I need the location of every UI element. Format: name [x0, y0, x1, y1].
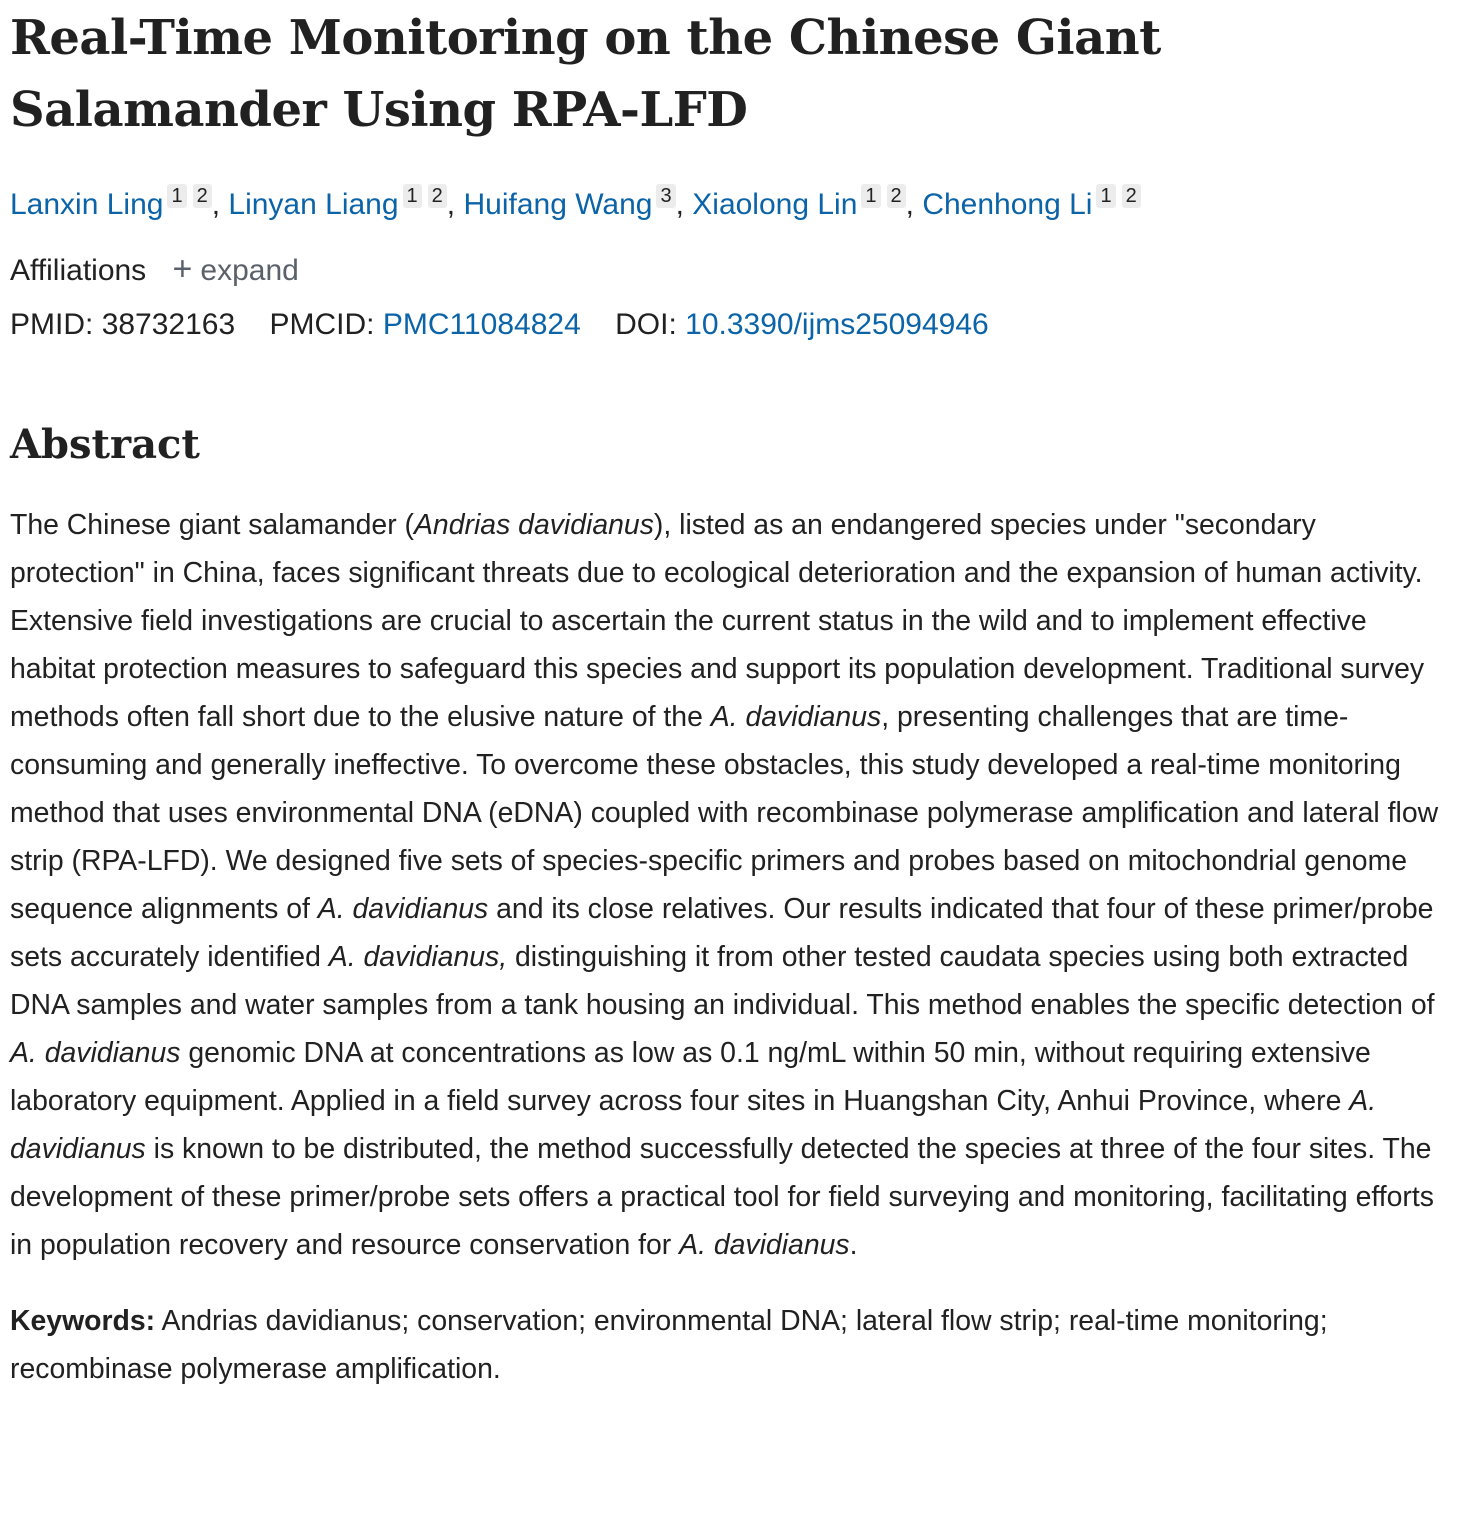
- author-link[interactable]: Linyan Liang: [228, 188, 399, 221]
- affiliation-badge[interactable]: 1: [861, 184, 880, 208]
- species-name: A. davidianus: [679, 1229, 850, 1261]
- author-separator: ,: [446, 188, 464, 221]
- abstract-segment: , presenting challenges that are time-consuming and generally ineffective. To overcome these obstacles, this study developed a real-time monitoring method that uses environmental DNA (eDNA) coupled with recombinase polymerase amplification and lateral flow strip (RPA-LFD). We designed five sets of species-specific primers and probes based on mitochondrial genome sequence alignments of: [10, 701, 1439, 925]
- pmid-value: 38732163: [101, 308, 236, 341]
- author-link[interactable]: Lanxin Ling: [10, 188, 164, 221]
- affiliations-expand-button[interactable]: [173, 249, 299, 291]
- abstract-heading: Abstract: [10, 421, 200, 468]
- keywords: [10, 1297, 1455, 1393]
- pmcid-link[interactable]: PMC11084824: [382, 308, 581, 341]
- affiliations-row: [10, 249, 1455, 291]
- affiliation-badge[interactable]: 2: [193, 184, 212, 208]
- expand-label: expand: [200, 254, 299, 287]
- author-link[interactable]: Huifang Wang: [463, 188, 653, 221]
- keywords-text: Andrias davidianus; conservation; environmental DNA; lateral flow strip; real-time monitoring; recombinase polymerase amplification.: [10, 1305, 1328, 1386]
- species-name: A. davidianus: [10, 1085, 1377, 1165]
- keywords-label: Keywords:: [10, 1305, 156, 1338]
- article-title-line1: Real-Time Monitoring on the Chinese Giant: [10, 10, 1161, 66]
- species-name: A. davidianus: [10, 1037, 181, 1069]
- species-name: A. davidianus: [710, 701, 882, 733]
- abstract-segment: The Chinese giant salamander (: [10, 509, 414, 541]
- affiliation-badge[interactable]: 3: [656, 184, 675, 208]
- abstract-segment: ), listed as an endangered species under "secondary protection" in China, faces significant threats due to ecological deterioration and the expansion of human activity. Extensive field investigations are crucial to ascertain the current status in the wild and to implement effective habitat protection measures to safeguard this species and support its population development. Traditional survey methods often fall short due to the elusive nature of the: [10, 509, 1425, 733]
- affiliations-label: Affiliations: [10, 254, 147, 287]
- abstract-segment: genomic DNA at concentrations as low as 0.1 ng/mL within 50 min, without requiring extensive laboratory equipment. Applied in a field survey across four sites in Huangshan City, Anhui Province, where: [10, 1037, 1371, 1117]
- abstract-segment: .: [849, 1229, 858, 1261]
- abstract-text: [10, 501, 1455, 1269]
- article-title-line2: Salamander Using RPA-LFD: [10, 82, 748, 138]
- species-name: Andrias davidianus: [414, 509, 654, 541]
- species-name: A. davidianus,: [328, 941, 508, 973]
- pmid-label: PMID:: [10, 308, 94, 341]
- abstract-segment: is known to be distributed, the method successfully detected the species at three of the four sites. The development of these primer/probe sets offers a practical tool for field surveying and monitoring, facilitating efforts in population recovery and resource conservation for: [10, 1133, 1434, 1261]
- identifier-row: [10, 305, 1455, 345]
- abstract-segment: and its close relatives. Our results indicated that four of these primer/probe sets accurately identified: [10, 893, 1434, 973]
- abstract-segment: distinguishing it from other tested caudata species using both extracted DNA samples and water samples from a tank housing an individual. This method enables the specific detection of: [10, 941, 1435, 1021]
- author-separator: ,: [905, 188, 923, 221]
- article-title: [10, 2, 1455, 146]
- author-list: [10, 184, 1455, 225]
- author-link[interactable]: Xiaolong Lin: [692, 188, 858, 221]
- affiliation-badge[interactable]: 1: [1096, 184, 1115, 208]
- doi-label: DOI:: [615, 308, 677, 341]
- author-link[interactable]: Chenhong Li: [922, 188, 1093, 221]
- author-separator: ,: [675, 188, 693, 221]
- affiliation-badge[interactable]: 2: [887, 184, 906, 208]
- pmcid-label: PMCID:: [269, 308, 375, 341]
- affiliation-badge[interactable]: 1: [167, 184, 186, 208]
- affiliation-badge[interactable]: 1: [403, 184, 422, 208]
- doi-link[interactable]: 10.3390/ijms25094946: [685, 308, 989, 341]
- affiliation-badge[interactable]: 2: [428, 184, 447, 208]
- affiliation-badge[interactable]: 2: [1122, 184, 1141, 208]
- article-page: [10, 0, 1455, 1422]
- plus-icon: +: [172, 250, 193, 288]
- author-separator: ,: [211, 188, 229, 221]
- species-name: A. davidianus: [317, 893, 489, 925]
